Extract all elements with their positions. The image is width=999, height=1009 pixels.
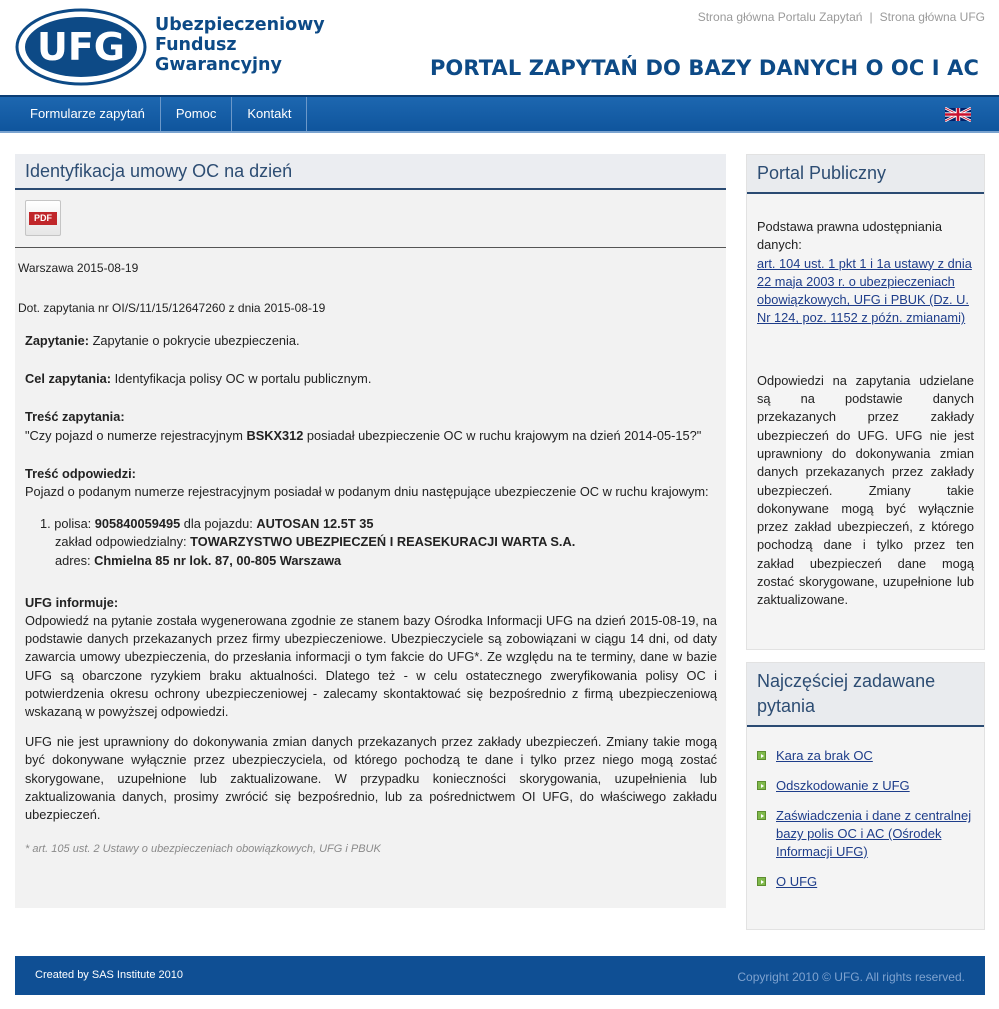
- pdf-icon: PDF: [29, 212, 57, 225]
- logo-line-1: Ubezpieczeniowy: [155, 15, 325, 35]
- main-header: [15, 154, 726, 190]
- ufg-info-paragraph-1: Odpowiedź na pytanie została wygenerowana zgodnie ze stanem bazy Ośrodka Informacji UFG na dzień 2015-08-19, na podstawie danych przekazanych przez firmy ubezpieczeniowe. Ubezpieczyciele są zobowiązani w ciągu 14 dni, od daty zawarcia umowy ubezpieczenia, do przesłania informacji o tym fakcie do UFG*. Ze względu na te terminy, dane w bazie UFG są obarczone ryzykiem braku aktualności. Dlatego też - w celu ostatecznego zweryfikowania polisy OC i potwierdzenia okresu ochrony ubezpieczeniowej - zalecamy skontaktować się bezpośrednio z firmą ubezpieczeniową wskazaną w powyższej odpowiedzi.: [25, 613, 717, 720]
- tresc-zapytania-label: Treść zapytania:: [25, 409, 125, 425]
- ufg-info-paragraph-2: UFG nie jest uprawniony do dokonywania zmian danych przekazanych przez zakłady ubezpieczeń. Zmiany takie mogą być dokonywane wyłącznie przez ubezpieczyciela, od którego pochodzą te dane i tylko przez niego mogą zostać skorygowane, uzupełnione lub zaktualizowane. W przypadku konieczności skorygowania, uzupełnienia lub zaktualizowania danych, prosimy zwrócić się bezpośrednio, lub za pośrednictwem OI UFG, do właściwego zakładu ubezpieczeń.: [25, 734, 717, 823]
- bullet-arrow-icon: [757, 781, 766, 790]
- tresc-odpowiedzi: [25, 465, 717, 501]
- footer-created: Created by SAS Institute 2010: [35, 969, 183, 981]
- faq-link-o-ufg[interactable]: O UFG: [776, 874, 818, 889]
- public-portal-title: Portal Publiczny: [747, 155, 984, 194]
- zapytanie-value: Zapytanie o pokrycie ubezpieczenia.: [92, 333, 300, 348]
- cel-value: Identyfikacja polisy OC w portalu publicznym.: [114, 371, 372, 387]
- nav-item-kontakt[interactable]: Kontakt: [232, 97, 307, 131]
- policy-item: 1. polisa: 905840059495 dla pojazdu: AUTOSAN 12.5T 35 zakład odpowiedzialny: TOWARZYSTWO UBEZPIECZEŃ I REASEKURACJI WARTA S.A. adres: Chmielna 85 nr lok. 87, 00-805 Warszawa: [40, 516, 576, 568]
- policy-id: 905840059495: [94, 516, 181, 532]
- ufg-info: [25, 594, 717, 824]
- date-line: Warszawa 2015-08-19: [18, 261, 139, 275]
- zapytanie-row: [25, 332, 717, 350]
- tresc-zapytania: [25, 408, 717, 444]
- faq-title: Najczęściej zadawane pytania: [747, 663, 984, 727]
- top-links-separator: |: [869, 10, 873, 24]
- faq-link-zaswiadczenia[interactable]: Zaświadczenia i dane z centralnej bazy polis OC i AC (Ośrodek Informacji UFG): [776, 808, 972, 859]
- logo-line-3: Gwarancyjny: [155, 55, 282, 75]
- faq-item: [757, 747, 974, 765]
- pdf-toolbar: [15, 190, 726, 248]
- public-portal-note: Odpowiedzi na zapytania udzielane są na podstawie danych przekazanych przez zakłady ubezpieczeń do UFG. UFG nie jest uprawniony do dokonywania zmian danych przekazanych przez zakłady ubezpieczeń. Zmiany takie dokonywane mogą być wyłącznie przez zakład ubezpieczeń, z którego pochodzą dane i tylko przez ten zakład ubezpieczeń dane mogą zostać skorygowane, uzupełnione lub zaktualizowane.: [757, 372, 974, 608]
- plate-number: BSKX312: [246, 427, 304, 443]
- top-links: [698, 10, 985, 24]
- public-portal-content: [747, 194, 984, 610]
- faq-panel: [746, 662, 985, 930]
- faq-link-kara[interactable]: Kara za brak OC: [776, 748, 873, 763]
- legal-basis-text: Podstawa prawna udostępniania danych:: [757, 219, 942, 253]
- nav-item-pomoc[interactable]: Pomoc: [161, 97, 232, 131]
- pdf-download-button[interactable]: [25, 200, 61, 236]
- faq-item: [757, 777, 974, 795]
- main-nav: [0, 95, 999, 133]
- logo-text: [155, 15, 325, 75]
- zapytanie-label: Zapytanie:: [25, 333, 89, 348]
- footnote: * art. 105 ust. 2 Ustawy o ubezpieczeniach obowiązkowych, UFG i PBUK: [25, 843, 381, 856]
- portal-home-link[interactable]: Strona główna Portalu Zapytań: [697, 10, 863, 24]
- bullet-arrow-icon: [757, 877, 766, 886]
- reference-line: Dot. zapytania nr OI/S/11/15/12647260 z dnia 2015-08-19: [18, 301, 326, 315]
- faq-link-odszkodowanie[interactable]: Odszkodowanie z UFG: [776, 778, 910, 793]
- page-title: Identyfikacja umowy OC na dzień: [25, 161, 293, 181]
- tresc-odpowiedzi-label: Treść odpowiedzi:: [25, 465, 136, 481]
- bullet-arrow-icon: [757, 811, 766, 820]
- response-body: [25, 332, 717, 858]
- faq-item: [757, 873, 974, 891]
- main-panel: [15, 154, 726, 908]
- ufg-info-label: UFG informuje:: [25, 594, 119, 610]
- ufg-home-link[interactable]: Strona główna UFG: [879, 10, 985, 24]
- ufg-logo-icon[interactable]: [15, 8, 147, 86]
- faq-list: [747, 727, 984, 891]
- legal-basis-link[interactable]: art. 104 ust. 1 pkt 1 i 1a ustawy z dnia 22 maja 2003 r. o ubezpieczeniach obowiązkowych, UFG i PBUK (Dz. U. Nr 124, poz. 1152 z późn. zmianami): [757, 255, 972, 326]
- faq-item: [757, 807, 974, 861]
- nav-item-formularze[interactable]: Formularze zapytań: [0, 97, 161, 131]
- public-portal-panel: [746, 154, 985, 650]
- vehicle-model: AUTOSAN 12.5T 35: [256, 516, 374, 532]
- insurer-address: Chmielna 85 nr lok. 87, 00-805 Warszawa: [94, 552, 342, 568]
- cel-label: Cel zapytania:: [25, 371, 112, 387]
- insurer-name: TOWARZYSTWO UBEZPIECZEŃ I REASEKURACJI WARTA S.A.: [190, 534, 576, 550]
- policy-number: 1.: [40, 516, 51, 532]
- uk-flag-icon[interactable]: [945, 107, 971, 122]
- portal-title: PORTAL ZAPYTAŃ DO BAZY DANYCH O OC I AC: [429, 56, 979, 80]
- tresc-odpowiedzi-value: Pojazd o podanym numerze rejestracyjnym posiadał w podanym dniu następujące ubezpieczenie OC w ruchu krajowym:: [25, 484, 709, 500]
- bullet-arrow-icon: [757, 751, 766, 760]
- header: [0, 0, 999, 95]
- tresc-zapytania-value: "Czy pojazd o numerze rejestracyjnym BSKX312 posiadał ubezpieczenie OC w ruchu krajowym na dzień 2014-05-15?": [25, 427, 702, 443]
- logo-monogram: UFG: [36, 25, 126, 69]
- cel-row: [25, 370, 717, 388]
- footer: [15, 956, 985, 995]
- logo-line-2: Fundusz: [155, 35, 237, 55]
- footer-copyright: Copyright 2010 © UFG. All rights reserved.: [737, 970, 965, 984]
